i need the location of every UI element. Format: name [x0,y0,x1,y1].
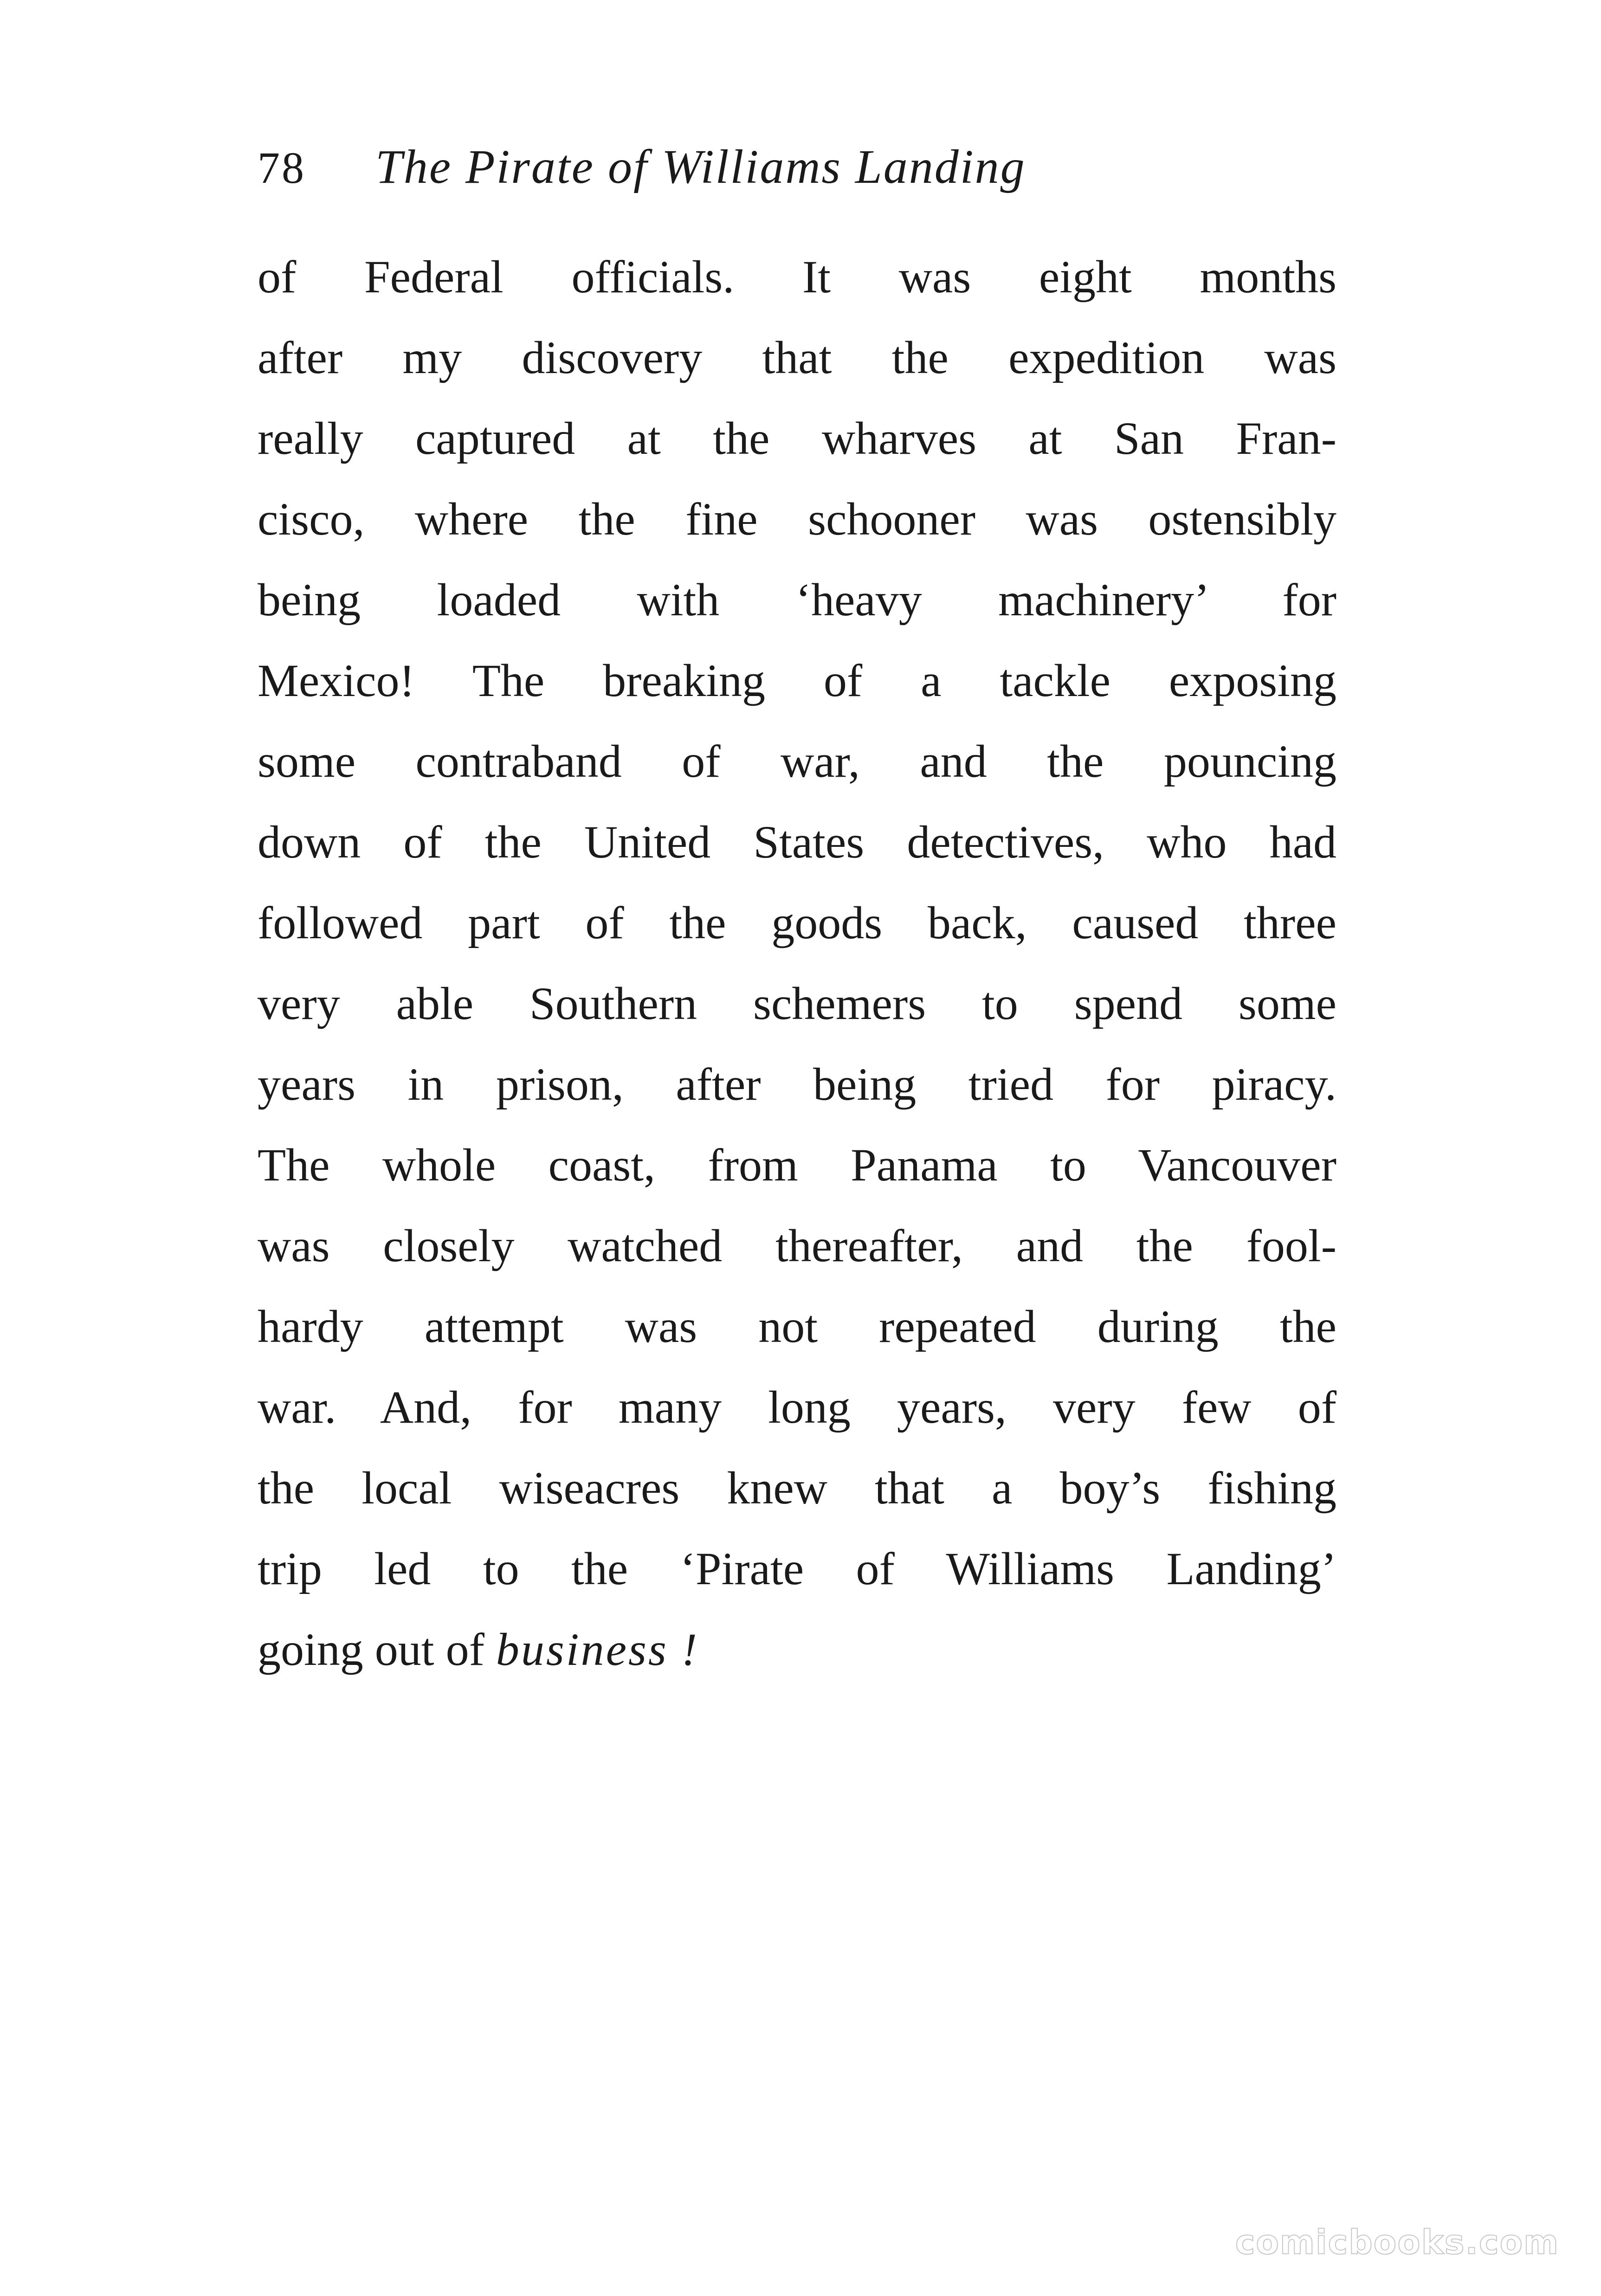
text-line: being loaded with ‘heavy machinery’ for [258,574,1336,626]
text-line: of Federal officials. It was eight months [258,251,1336,303]
text-line: really captured at the wharves at San Fran- [258,413,1336,464]
text-line: The whole coast, from Panama to Vancouver [258,1139,1336,1191]
final-line-italic: business ! [496,1624,699,1675]
text-line: down of the United States detectives, who had [258,816,1336,868]
text-line: years in prison, after being tried for piracy. [258,1058,1336,1110]
text-line: some contraband of war, and the pouncing [258,735,1336,787]
text-line: followed part of the goods back, caused three [258,897,1336,948]
running-header [258,139,1026,204]
running-title: The Pirate of Williams Landing [375,140,1026,193]
text-line: very able Southern schemers to spend some [258,978,1336,1029]
text-line: the local wiseacres knew that a boy’s fishing [258,1462,1336,1514]
text-line: after my discovery that the expedition was [258,332,1336,383]
text-line: hardy attempt was not repeated during the [258,1301,1336,1352]
text-line: cisco, where the fine schooner was ostensibly [258,493,1336,545]
final-text-line [258,1609,1336,1690]
text-line: was closely watched thereafter, and the fool- [258,1220,1336,1271]
watermark-logo: comicbooks.com [1235,2223,1559,2262]
final-line-prefix: going out of [258,1624,496,1675]
page-number: 78 [258,143,306,193]
text-line: trip led to the ‘Pirate of Williams Landing’ [258,1543,1336,1594]
text-line: Mexico! The breaking of a tackle exposing [258,655,1336,706]
text-line: war. And, for many long years, very few of [258,1381,1336,1433]
body-text [258,237,1336,1690]
